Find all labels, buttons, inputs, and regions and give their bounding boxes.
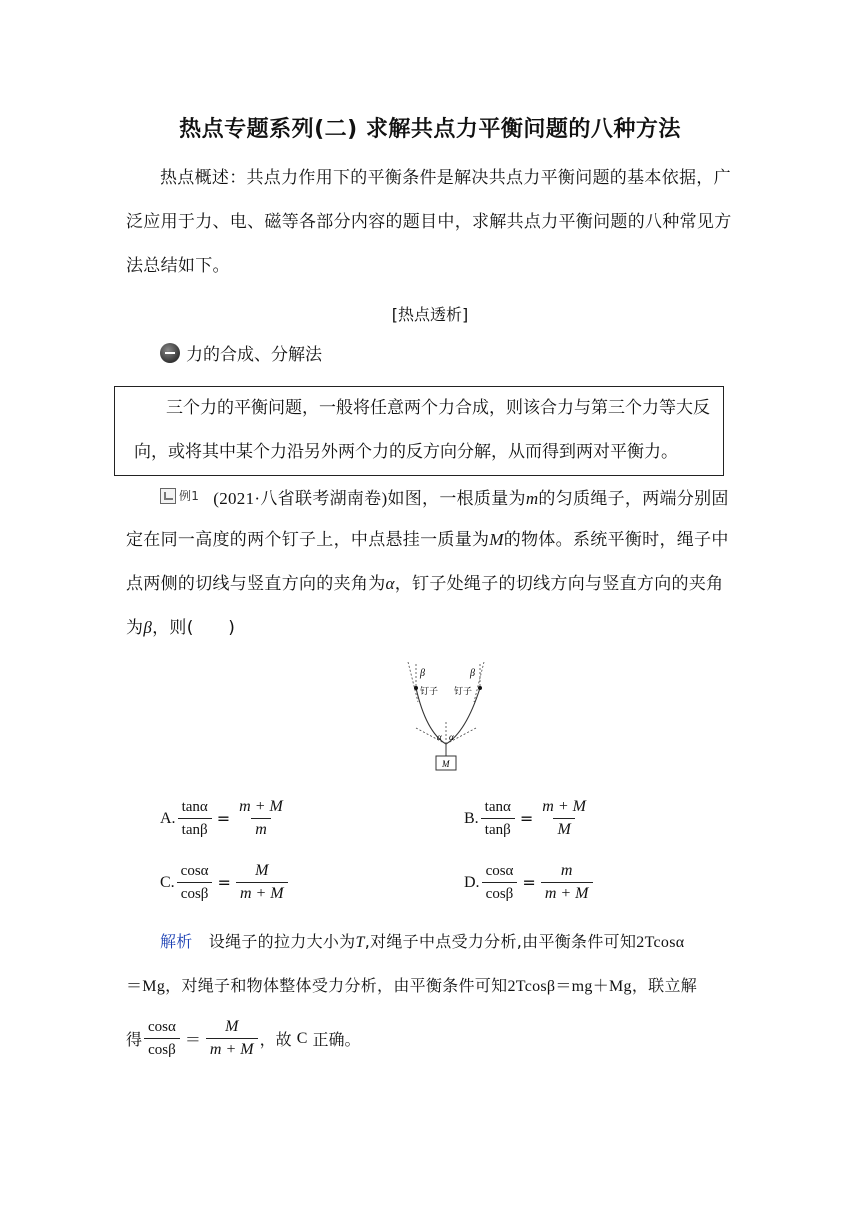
frac-num: tanα xyxy=(181,799,208,815)
frac-den: M xyxy=(553,818,574,841)
solution-right-frac xyxy=(206,1016,258,1061)
nail-left xyxy=(414,686,418,690)
var-M: M xyxy=(489,530,504,549)
example-text: 的物体。系统平衡时，绳子中 xyxy=(503,530,729,550)
frac-den: cosβ xyxy=(144,1038,180,1061)
solution-left-frac xyxy=(144,1016,180,1061)
section-heading xyxy=(160,340,322,365)
option-a-right-frac xyxy=(235,796,287,841)
solution-text: ，对绳子和物体整体受力分析，由平衡条件可知 xyxy=(165,976,508,995)
option-c-right-frac xyxy=(236,860,288,905)
intro-line-3: 法总结如下。 xyxy=(126,256,230,276)
solution-text: ，联立解 xyxy=(631,976,698,995)
solution-expr: ＝Mg xyxy=(126,978,166,995)
solution-line-2 xyxy=(126,964,697,1009)
answer-letter: C xyxy=(296,1029,308,1047)
solution-text: 正确。 xyxy=(312,1030,361,1049)
frac-num: M xyxy=(255,862,269,879)
method-box-line-2: 向，或将其中某个力沿另外两个力的反方向分解，从而得到两对平衡力。 xyxy=(134,442,678,462)
solution-text: 得 xyxy=(126,1030,143,1049)
alpha-label-left: α xyxy=(437,732,442,742)
mass-label: M xyxy=(442,759,450,769)
example-text: 点两侧的切线与竖直方向的夹角为 xyxy=(126,574,386,594)
option-c[interactable] xyxy=(160,860,290,905)
example-text: ，钉子处绳子的切线方向与竖直方向的夹角 xyxy=(394,574,724,594)
example-text: 如图，一根质量为 xyxy=(387,489,526,509)
frac-den: m + M xyxy=(206,1038,258,1061)
solution-text: 设绳子的拉力大小为 xyxy=(208,932,356,951)
option-b-label: B. xyxy=(464,809,479,827)
frac-num: m + M xyxy=(239,798,283,815)
picture-icon xyxy=(160,488,176,504)
intro-line-2: 泛应用于力、电、磁等各部分内容的题目中，求解共点力平衡问题的八种常见方 xyxy=(126,212,732,232)
beta-label-right: β xyxy=(470,668,475,679)
example-label: 例1 xyxy=(179,489,200,503)
option-a-left-frac xyxy=(178,796,212,841)
solution-text: ，故 xyxy=(259,1030,292,1049)
equals-sign: = xyxy=(217,873,231,892)
example-line-4 xyxy=(126,606,235,650)
nail-label-right: 钉子 xyxy=(454,687,473,697)
frac-den: m + M xyxy=(541,882,593,905)
option-c-left-frac xyxy=(177,860,213,905)
minus-circle-icon xyxy=(160,343,180,363)
equals-sign: = xyxy=(522,873,536,892)
method-box-line-1: 三个力的平衡问题，一般将任意两个力合成，则该合力与第三个力等大反 xyxy=(166,398,710,418)
option-d-label: D. xyxy=(464,873,480,891)
example-line-2 xyxy=(126,518,729,562)
section-heading-text: 力的合成、分解法 xyxy=(186,345,322,365)
equals-sign: = xyxy=(519,809,534,828)
option-b[interactable] xyxy=(464,796,592,841)
frac-num: cosα xyxy=(485,863,514,879)
solution-tag: 解析 xyxy=(160,932,193,951)
option-d-left-frac xyxy=(482,860,518,905)
frac-den: m xyxy=(251,818,271,841)
example-icon xyxy=(160,474,199,518)
var-m: m xyxy=(525,489,539,508)
frac-num: cosα xyxy=(180,863,209,879)
beta-label-left: β xyxy=(420,668,425,679)
page-title: 热点专题系列(二) 求解共点力平衡问题的八种方法 xyxy=(179,117,681,142)
frac-den: tanβ xyxy=(178,818,212,841)
var-beta: β xyxy=(143,618,153,637)
option-b-left-frac xyxy=(481,796,515,841)
equals-sign: ＝ xyxy=(184,1030,201,1049)
example-source: (2021·八省联考湖南卷) xyxy=(213,489,388,508)
option-d-right-frac xyxy=(541,860,593,905)
section-label: [热点透析] xyxy=(391,305,469,324)
var-T: T xyxy=(355,934,365,951)
option-a-label: A. xyxy=(160,809,176,827)
frac-num: m xyxy=(560,862,573,879)
alpha-label-right: α xyxy=(449,732,454,742)
nail-label-left: 钉子 xyxy=(420,687,439,697)
frac-num: m + M xyxy=(542,798,586,815)
nail-right xyxy=(478,686,482,690)
example-text: ，则( ) xyxy=(152,618,236,638)
frac-den: tanβ xyxy=(481,818,515,841)
solution-text: ,对绳子中点受力分析,由平衡条件可知 xyxy=(364,932,637,951)
tangent-left xyxy=(408,662,418,702)
solution-line-3 xyxy=(126,1016,360,1061)
intro-line-1: 热点概述：共点力作用下的平衡条件是解决共点力平衡问题的基本依据，广 xyxy=(160,168,731,188)
frac-den: m + M xyxy=(236,882,288,905)
frac-den: cosβ xyxy=(177,882,213,905)
frac-num: cosα xyxy=(148,1019,176,1035)
example-text: 的匀质绳子，两端分别固 xyxy=(538,489,729,509)
var-alpha: α xyxy=(385,574,395,593)
rope-figure xyxy=(396,662,496,774)
frac-num: tanα xyxy=(484,799,511,815)
example-line-1 xyxy=(160,474,729,521)
frac-den: cosβ xyxy=(482,882,518,905)
solution-line-1 xyxy=(160,920,684,965)
equals-sign: = xyxy=(216,809,231,828)
example-line-3 xyxy=(126,562,723,606)
option-c-label: C. xyxy=(160,873,175,891)
option-b-right-frac xyxy=(538,796,590,841)
option-a[interactable] xyxy=(160,796,289,841)
frac-num: M xyxy=(225,1018,239,1035)
example-text: 为 xyxy=(126,618,144,638)
tangent-right xyxy=(474,662,484,702)
option-d[interactable] xyxy=(464,860,595,905)
solution-expr: 2Tcosα xyxy=(636,934,685,951)
solution-expr: 2Tcosβ＝mg＋Mg xyxy=(507,978,632,995)
example-text: 定在同一高度的两个钉子上，中点悬挂一质量为 xyxy=(126,530,490,550)
